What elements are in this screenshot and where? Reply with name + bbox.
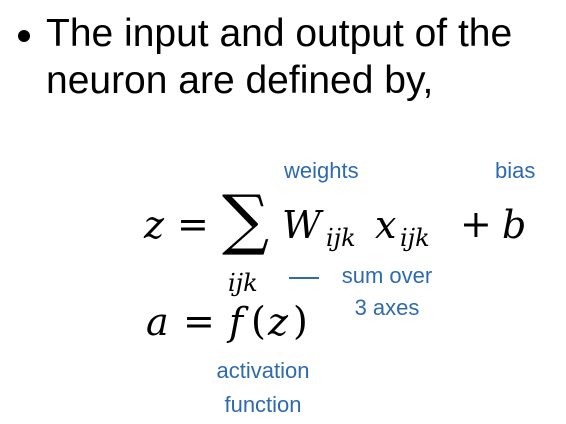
- eq2-equals: =: [183, 299, 215, 343]
- activation-line-2: function: [224, 392, 302, 417]
- weight-symbol: W: [282, 203, 322, 247]
- weights-label: weights: [284, 158, 359, 183]
- input-symbol: x: [375, 203, 397, 247]
- input-subscript: ijk: [400, 224, 430, 252]
- sum-over-line-1: sum over: [341, 263, 433, 288]
- bullet-line-1: The input and output of the: [46, 12, 513, 55]
- sum-over-label: [326, 263, 448, 321]
- sum-leader-line: [289, 277, 319, 279]
- sum-symbol: ∑: [222, 181, 270, 258]
- eq1-equals: =: [177, 202, 209, 246]
- eq2-open-paren: (: [251, 299, 266, 343]
- eq2-lhs: a: [146, 300, 169, 344]
- sum-over-line-2: 3 axes: [354, 295, 420, 320]
- eq1-lhs: z: [144, 203, 165, 247]
- bullet-line-2: neuron are defined by,: [46, 59, 434, 102]
- eq2-argument: z: [268, 300, 289, 344]
- activation-function-label: [200, 358, 326, 418]
- bias-label: bias: [495, 158, 536, 183]
- bullet-dot-icon: [18, 30, 30, 42]
- bias-symbol: b: [502, 203, 527, 247]
- sum-subscript: ijk: [228, 269, 258, 297]
- activation-line-1: activation: [216, 358, 310, 383]
- weight-subscript: ijk: [326, 224, 356, 252]
- bullet-text: [46, 10, 561, 104]
- function-symbol: f: [229, 300, 244, 344]
- eq2-close-paren: ): [293, 299, 308, 343]
- eq1-plus: +: [460, 202, 492, 246]
